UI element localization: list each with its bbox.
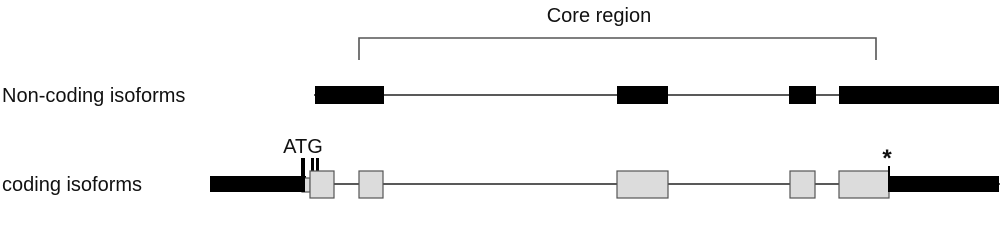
coding-exon-5 xyxy=(839,171,889,198)
noncoding-exon-4 xyxy=(839,86,999,104)
atg-tick-3 xyxy=(316,158,319,172)
coding-exon-4 xyxy=(790,171,815,198)
five-prime-utr xyxy=(210,176,306,192)
stop-codon-marker: * xyxy=(882,145,892,172)
start-codon-label: ATG xyxy=(283,136,323,158)
noncoding-exon-2 xyxy=(617,86,668,104)
atg-tick-2 xyxy=(311,158,314,172)
atg-tick-1 xyxy=(301,158,305,192)
coding-exon-1 xyxy=(310,171,334,198)
coding-exon-3 xyxy=(617,171,668,198)
core-region-bracket xyxy=(359,38,876,60)
core-region-bracket-line xyxy=(359,38,876,60)
core-region-label: Core region xyxy=(546,5,652,27)
noncoding-isoform-track xyxy=(314,86,999,104)
coding-exon-2 xyxy=(359,171,383,198)
noncoding-isoforms-label: Non-coding isoforms xyxy=(2,85,186,107)
three-prime-utr xyxy=(889,176,999,192)
noncoding-exon-1 xyxy=(315,86,384,104)
coding-isoforms-label: coding isoforms xyxy=(2,174,143,196)
noncoding-exon-3 xyxy=(789,86,816,104)
